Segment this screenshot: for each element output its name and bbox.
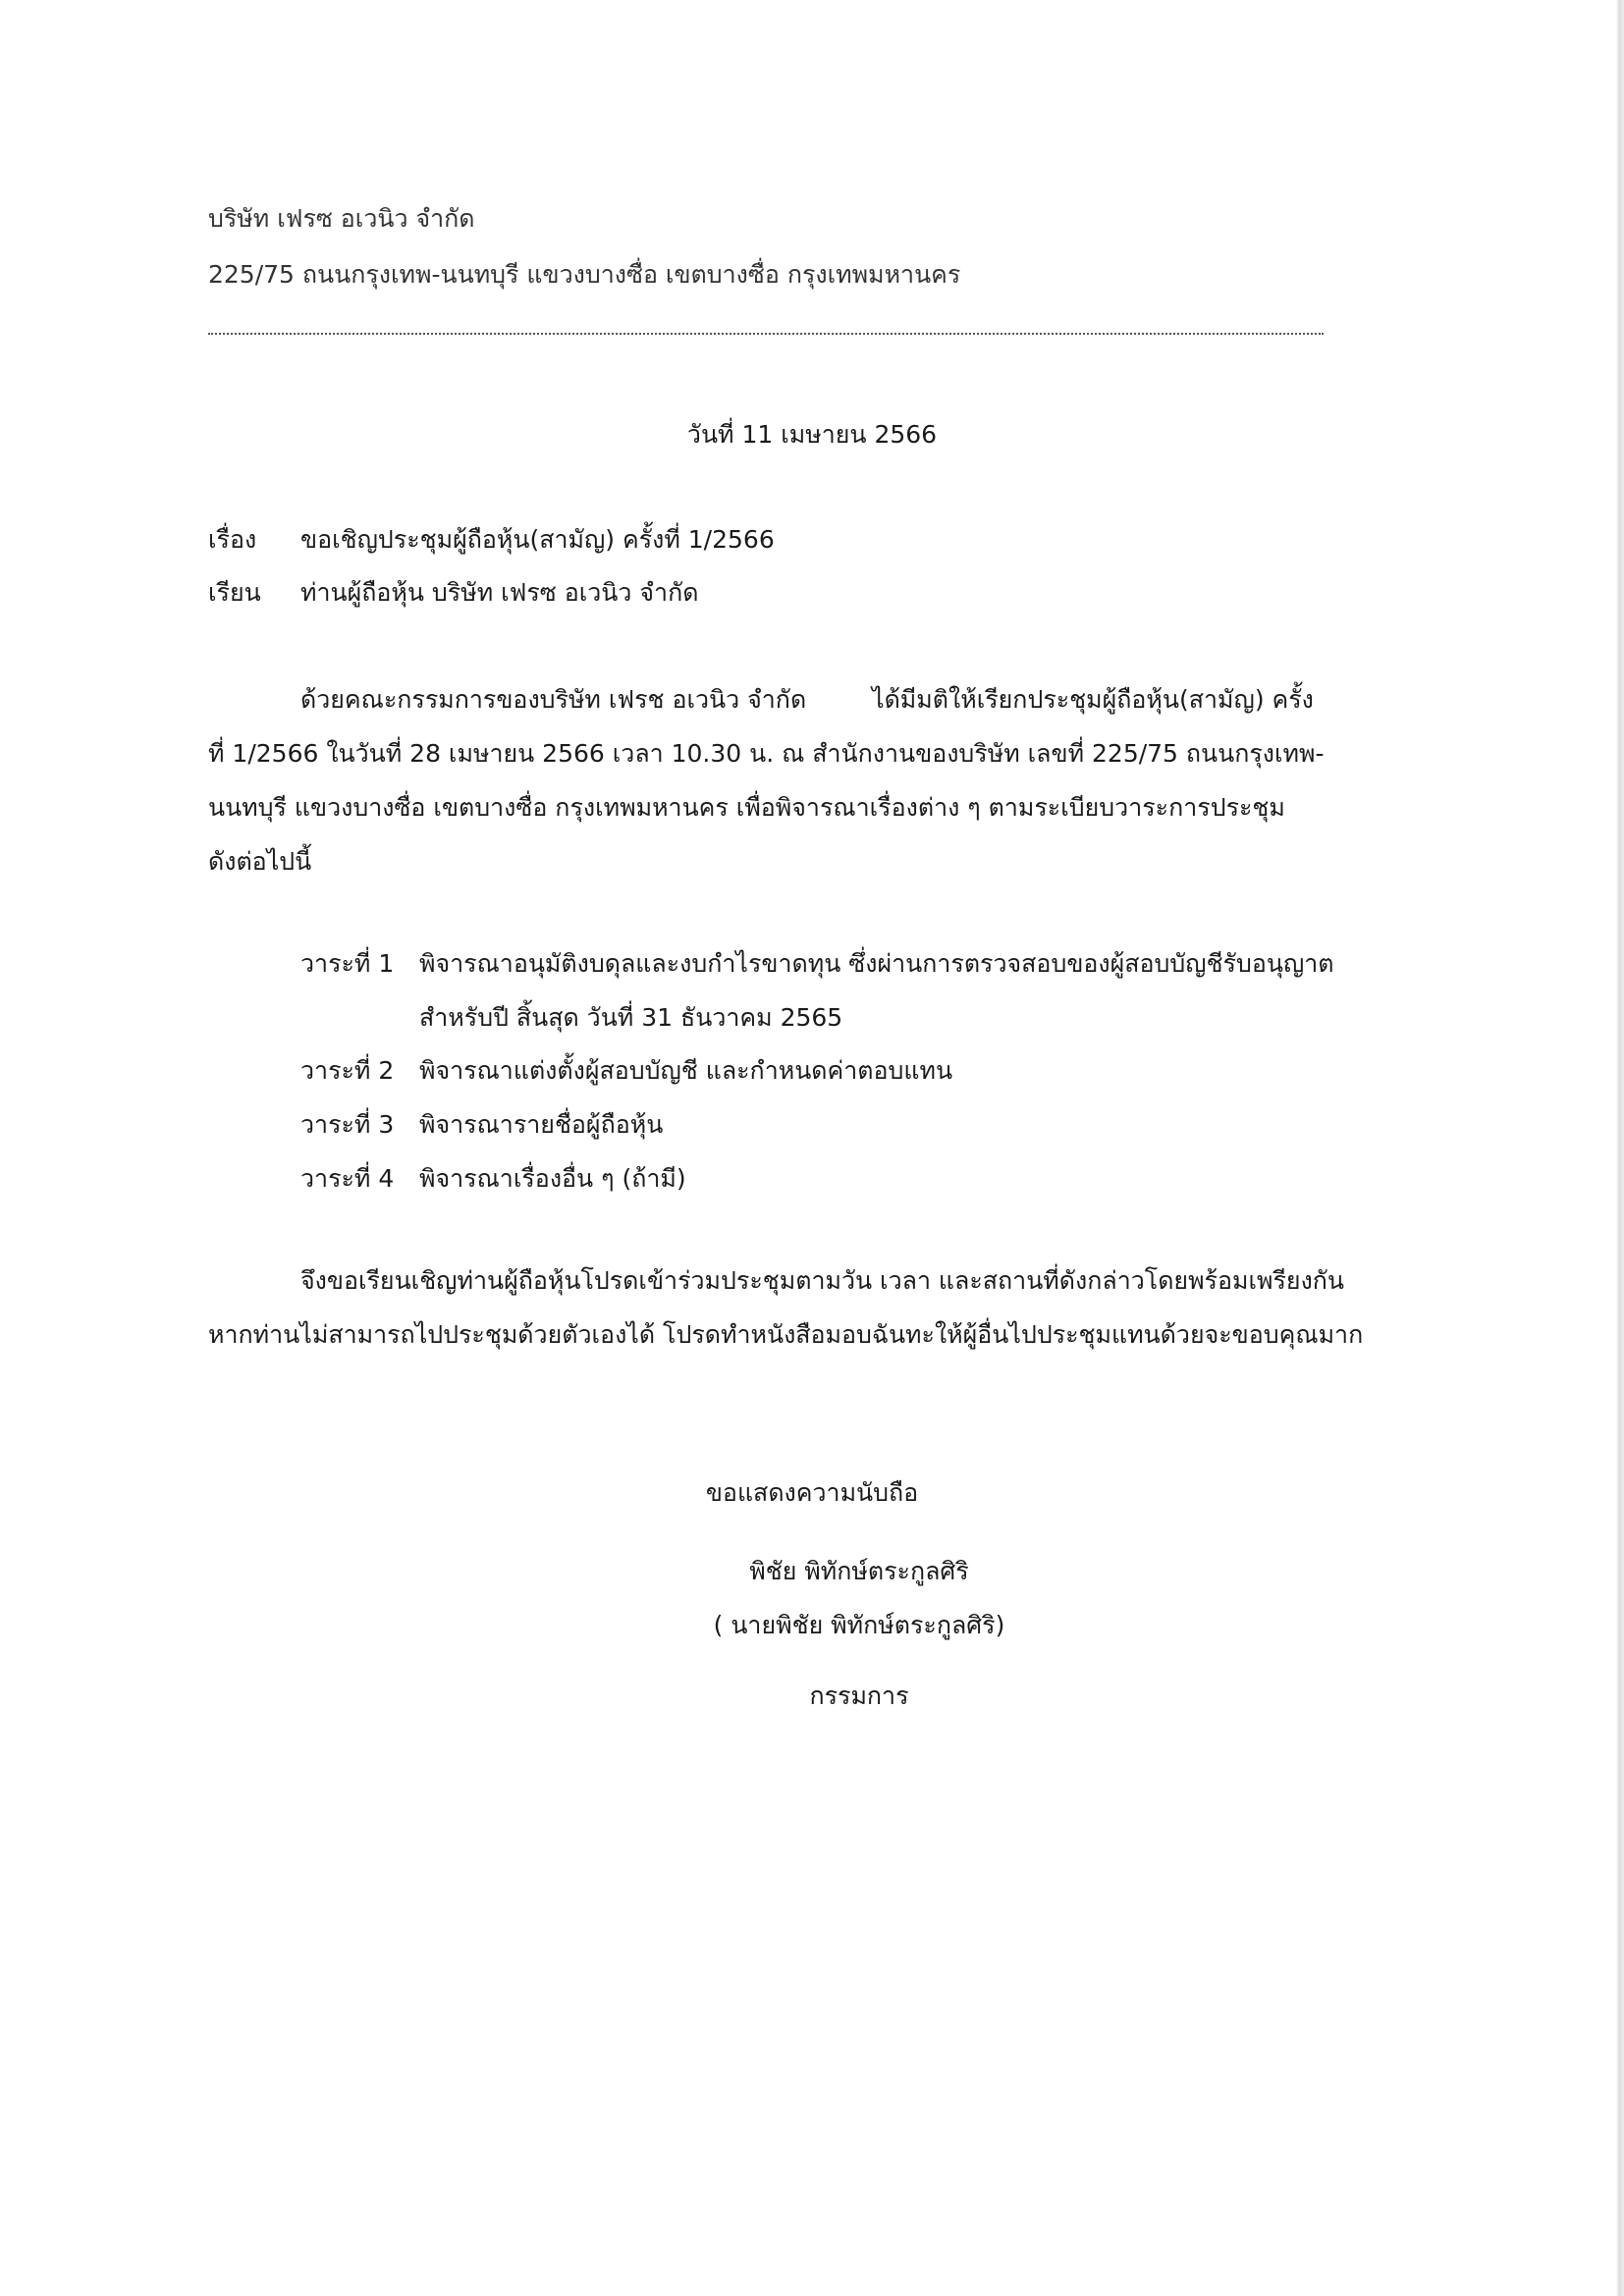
header-dotted-divider — [208, 333, 1324, 335]
closing-regards: ขอแสดงความนับถือ — [705, 1478, 919, 1507]
subject-label: เรื่อง — [208, 525, 257, 554]
closing-line-1: จึงขอเรียนเชิญท่านผู้ถือหุ้นโปรดเข้าร่วมประชุมตามวัน เวลา และสถานที่ดังกล่าวโดยพร้อมเพรียงกัน — [300, 1266, 1345, 1295]
body-line-4: ดังต่อไปนี้ — [208, 847, 312, 876]
agenda-4-text: พิจารณาเรื่องอื่น ๆ (ถ้ามี) — [419, 1164, 686, 1193]
scan-edge — [1616, 0, 1624, 2296]
agenda-2-label: วาระที่ 2 — [300, 1056, 395, 1085]
body-line-1a: ด้วยคณะกรรมการของบริษัท เฟรช อเวนิว จำกัด — [300, 685, 807, 714]
signatory-title: กรรมการ — [809, 1682, 909, 1710]
agenda-4-label: วาระที่ 4 — [300, 1164, 395, 1193]
agenda-2-text: พิจารณาแต่งตั้งผู้สอบบัญชี และกำหนดค่าตอบแทน — [419, 1056, 953, 1085]
signatory-name: พิชัย พิทักษ์ตระกูลศิริ — [749, 1557, 969, 1585]
closing-line-2: หากท่านไม่สามารถไปประชุมด้วยตัวเองได้ โปรดทำหนังสือมอบฉันทะให้ผู้อื่นไปประชุมแทนด้วยจะขอบคุณมาก — [208, 1320, 1364, 1349]
body-line-2: ที่ 1/2566 ในวันที่ 28 เมษายน 2566 เวลา 10.30 น. ณ สำนักงานของบริษัท เลขที่ 225/75 ถนนกรุงเทพ- — [208, 739, 1325, 768]
agenda-3-label: วาระที่ 3 — [300, 1110, 395, 1139]
company-address: 225/75 ถนนกรุงเทพ-นนทบุรี แขวงบางซื่อ เขตบางซื่อ กรุงเทพมหานคร — [208, 260, 961, 289]
body-line-3: นนทบุรี แขวงบางซื่อ เขตบางซื่อ กรุงเทพมหานคร เพื่อพิจารณาเรื่องต่าง ๆ ตามระเบียบวาระการประชุม — [208, 793, 1285, 822]
company-name: บริษัท เฟรซ อเวนิว จำกัด — [208, 204, 475, 233]
signatory-full-name: ( นายพิชัย พิทักษ์ตระกูลศิริ) — [713, 1611, 1005, 1639]
letter-date: วันที่ 11 เมษายน 2566 — [686, 420, 938, 449]
agenda-1-continuation: สำหรับปี สิ้นสุด วันที่ 31 ธันวาคม 2565 — [419, 1003, 843, 1032]
recipient-value: ท่านผู้ถือหุ้น บริษัท เฟรซ อเวนิว จำกัด — [300, 578, 699, 607]
body-line-1b: ได้มีมติให้เรียกประชุมผู้ถือหุ้น(สามัญ) ครั้ง — [872, 685, 1314, 714]
agenda-1-text: พิจารณาอนุมัติงบดุลและงบกำไรขาดทุน ซึ่งผ่านการตรวจสอบของผู้สอบบัญชีรับอนุญาต — [419, 949, 1334, 978]
agenda-1-label: วาระที่ 1 — [300, 949, 395, 978]
recipient-label: เรียน — [208, 578, 261, 607]
agenda-3-text: พิจารณารายชื่อผู้ถือหุ้น — [419, 1110, 664, 1139]
subject-value: ขอเชิญประชุมผู้ถือหุ้น(สามัญ) ครั้งที่ 1/2566 — [300, 525, 775, 554]
